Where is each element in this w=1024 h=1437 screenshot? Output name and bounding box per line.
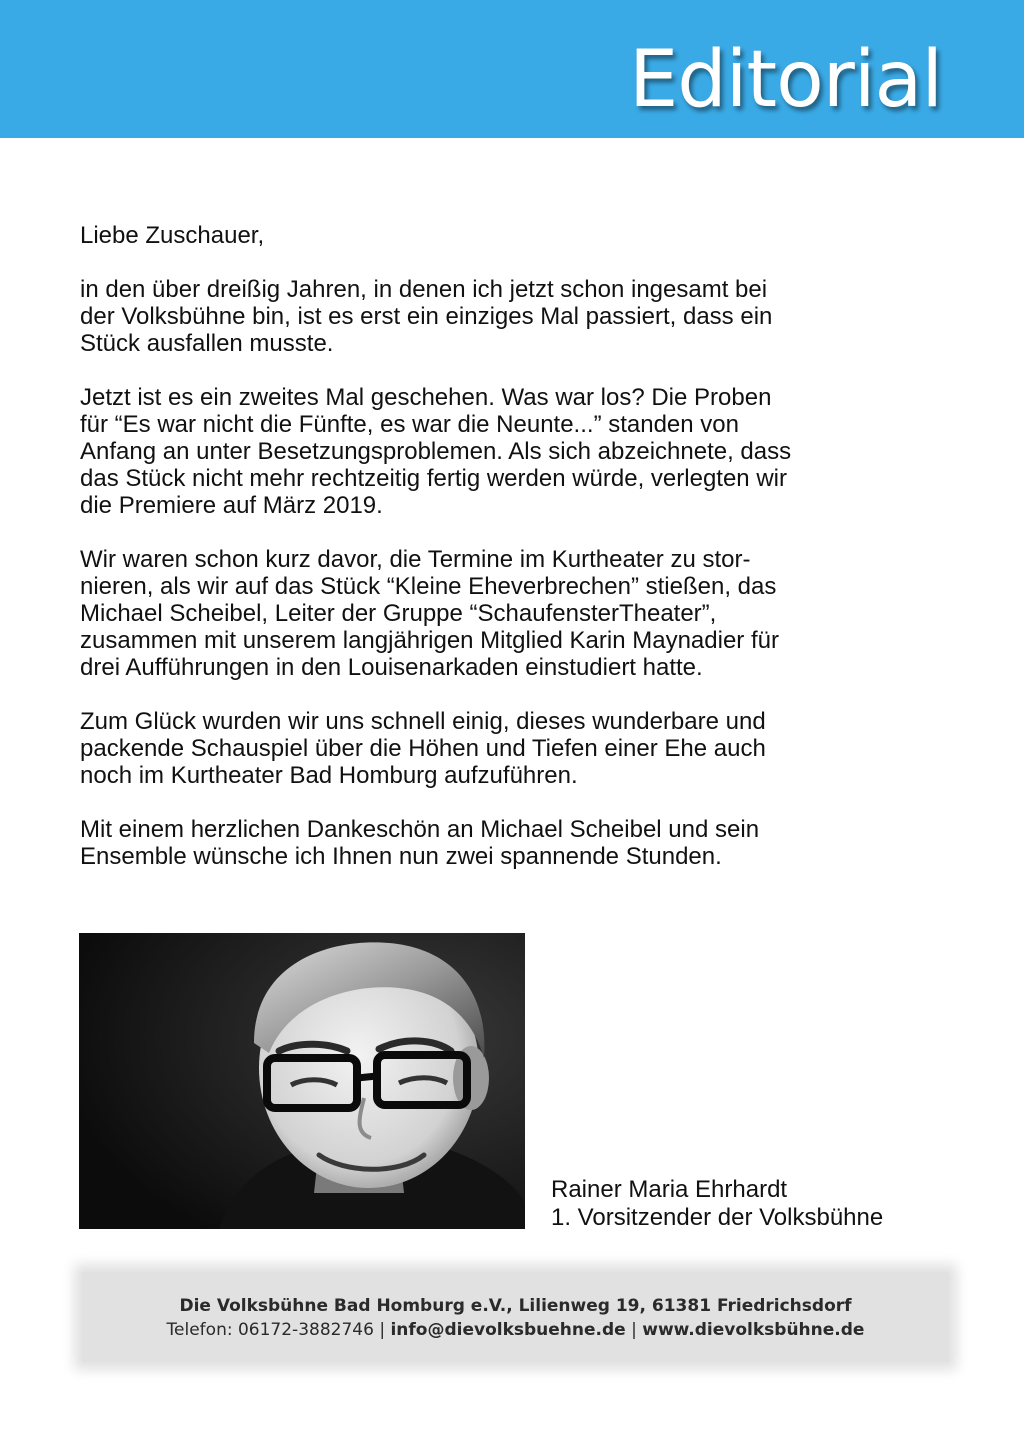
letter-paragraph: in den über dreißig Jahren, in denen ich jetzt schon ingesamt bei der Volksbühne bin, ist es erst ein einziges Mal passiert, dass ein Stück ausfallen musste. — [80, 276, 773, 357]
signature-name: Rainer Maria Ehrhardt — [551, 1176, 788, 1203]
author-portrait-photo — [79, 933, 525, 1229]
letter-paragraph: Wir waren schon kurz davor, die Termine im Kurtheater zu stor- nieren, als wir auf das Stück “Kleine Eheverbrechen” stießen, das Michael Scheibel, Leiter der Gruppe “SchaufensterTheater”, zusammen mit unserem langjährigen Mitglied Karin Maynadier für drei Aufführungen in den Louisenarkaden einstudiert hatte. — [80, 546, 779, 681]
portrait-illustration — [79, 933, 525, 1229]
letter-paragraph: Zum Glück wurden wir uns schnell einig, dieses wunderbare und packende Schauspiel über die Höhen und Tiefen einer Ehe auch noch im Kurtheater Bad Homburg aufzuführen. — [80, 708, 766, 789]
letter-paragraph: Jetzt ist es ein zweites Mal geschehen. Was war los? Die Proben für “Es war nicht die Fünfte, es war die Neunte...” standen von Anfang an unter Besetzungsproblemen. Als sich abzeichnete, dass das Stück nicht mehr rechtzeitig fertig werden würde, verlegten wir die Premiere auf März 2019. — [80, 384, 792, 519]
salutation: Liebe Zuschauer, — [80, 222, 265, 249]
footer-phone: Telefon: 06172-3882746 — [166, 1320, 374, 1340]
letter-paragraph: Mit einem herzlichen Dankeschön an Michael Scheibel und sein Ensemble wünsche ich Ihnen nun zwei spannende Stunden. — [80, 816, 760, 870]
contact-footer — [82, 1272, 949, 1362]
footer-separator: | — [631, 1320, 637, 1340]
page-title: Editorial — [629, 35, 942, 125]
footer-website-link[interactable]: www.dievolksbühne.de — [642, 1320, 865, 1340]
signature-role: 1. Vorsitzender der Volksbühne — [551, 1204, 884, 1231]
signature-block — [551, 1176, 883, 1232]
footer-contact-line — [82, 1320, 949, 1340]
editorial-letter — [80, 222, 960, 897]
footer-separator: | — [379, 1320, 386, 1340]
footer-email-link[interactable]: info@dievolksbuehne.de — [390, 1320, 626, 1340]
footer-address: Die Volksbühne Bad Homburg e.V., Lilienweg 19, 61381 Friedrichsdorf — [179, 1296, 852, 1316]
header-bar — [0, 0, 1024, 138]
